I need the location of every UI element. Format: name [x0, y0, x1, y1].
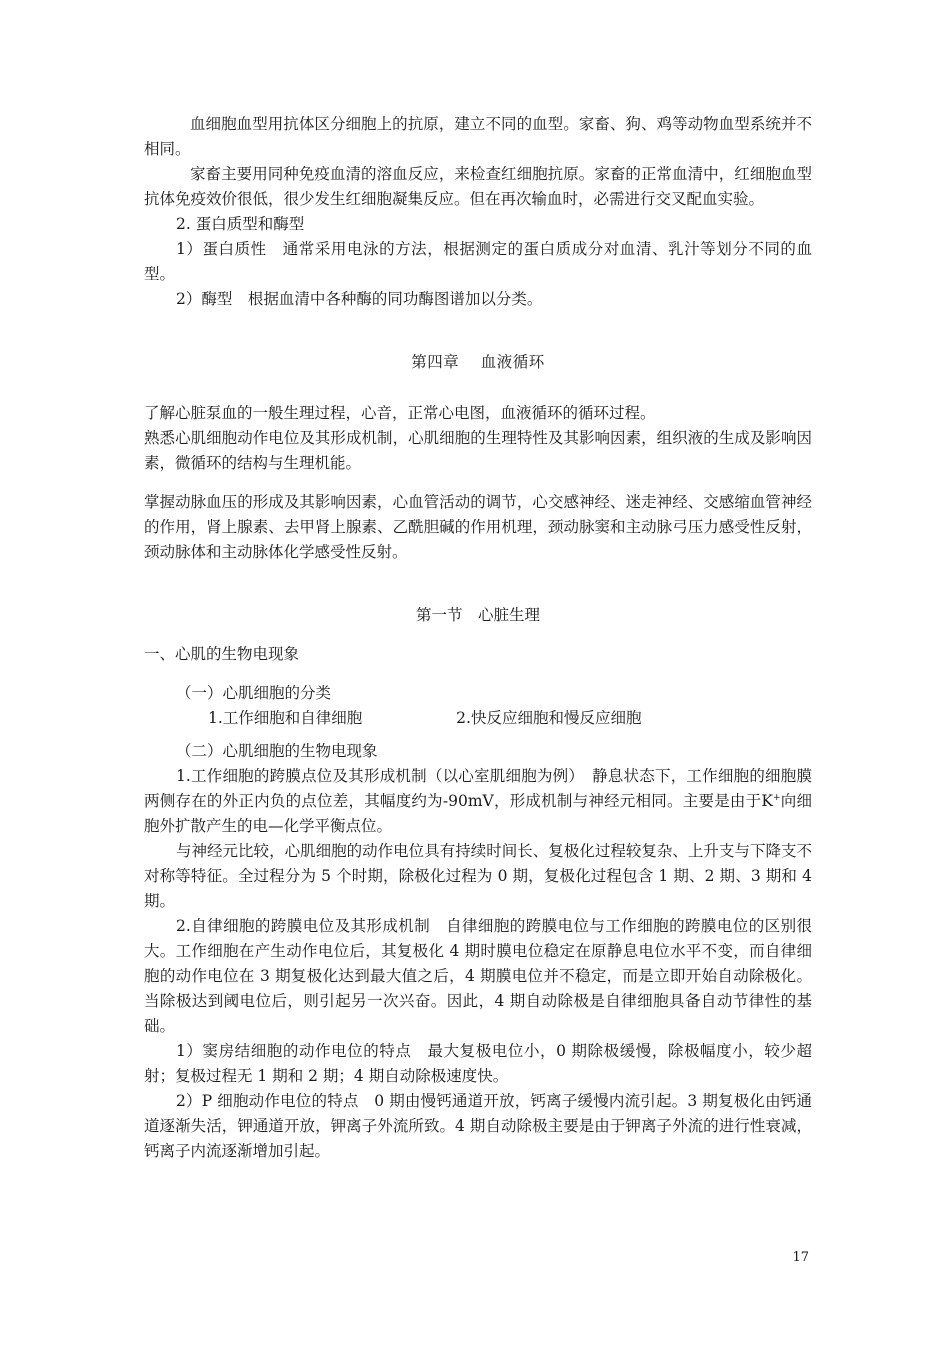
- paragraph-livestock-hemolysis: 家畜主要用同种免疫血清的溶血反应，来检查红细胞抗原。家畜的正常血清中，红细胞血型抗体免疫效价很低，很少发生红细胞凝集反应。但在再次输血时，必需进行交叉配血实验。: [144, 165, 812, 208]
- section-title: 第一节 心脏生理: [415, 606, 540, 624]
- paragraph-blood-cell-type: 血细胞血型用抗体区分细胞上的抗原，建立不同的血型。家畜、狗、鸡等动物血型系统并不相同。: [144, 115, 812, 158]
- objective-master: 掌握动脉血压的形成及其影响因素，心血管活动的调节，心交感神经、迷走神经、交感缩血管神经的作用，肾上腺素、去甲肾上腺素、乙酰胆碱的作用机理，颈动脉窦和主动脉弓压力感受性反射，颈动脉体和主动脉体化学感受性反射。: [144, 493, 812, 561]
- paragraph-autorhythmic-potential: 2.自律细胞的跨膜电位及其形成机制 自律细胞的跨膜电位与工作细胞的跨膜电位的区别很大。工作细胞在产生动作电位后，其复极化 4 期时膜电位稳定在原静息电位水平不变，而自律细胞的动作电位在 3 期复极化达到最大值之后，4 期膜电位并不稳定，而是立即开始自动除极化。当除极达到阈电位后，则引起另一次兴奋。因此，4 期自动除极是自律细胞具备自动节律性的基础。: [144, 917, 812, 1035]
- page-number: 17: [792, 1250, 809, 1265]
- subheading-classification: （一）心肌细胞的分类: [176, 684, 332, 702]
- heading-protein-enzyme-type: 2. 蛋白质型和酶型: [176, 215, 305, 233]
- para1-text-before: 1.工作细胞的跨膜点位及其形成机制（以心室肌细胞为例） 静息状态下，工作细胞的细胞膜两侧存在的外正内负的点位差，其幅度约为-90mV，形成机制与神经元相同。主要是由于K: [144, 767, 812, 810]
- classification-items: [144, 706, 812, 731]
- potassium-superscript: +: [772, 792, 781, 803]
- paragraph-p-cell: 2）P 细胞动作电位的特点 0 期由慢钙通道开放，钙离子缓慢内流引起。3 期复极化由钙通道逐渐失活，钾通道开放，钾离子外流所致。4 期自动除极主要是由于钾离子外流的进行性衰减，钙离子内流逐渐增加引起。: [144, 1092, 812, 1160]
- heading-bioelectric: 一、心肌的生物电现象: [144, 645, 300, 663]
- paragraph-working-cell-potential: [144, 764, 812, 839]
- para1-text-after: 向细胞外扩散产生的电—化学平衡点位。: [144, 792, 812, 835]
- paragraph-sinoatrial-node: 1）窦房结细胞的动作电位的特点 最大复极电位小，0 期除极缓慢，除极幅度小，较少超射；复极过程无 1 期和 2 期；4 期自动除极速度快。: [144, 1042, 812, 1085]
- paragraph-protein-type: 1）蛋白质性 通常采用电泳的方法，根据测定的蛋白质成分对血清、乳汁等划分不同的血型。: [144, 240, 812, 283]
- chapter-title: 第四章 血液循环: [411, 353, 545, 371]
- objective-familiar: 熟悉心肌细胞动作电位及其形成机制，心肌细胞的生理特性及其影响因素，组织液的生成及影响因素，微循环的结构与生理机能。: [144, 429, 812, 472]
- item-working-autorhythmic: 1.工作细胞和自律细胞: [208, 709, 363, 727]
- item-fast-slow-response: 2.快反应细胞和慢反应细胞: [456, 709, 642, 727]
- paragraph-enzyme-type: 2）酶型 根据血清中各种酶的同功酶图谱加以分类。: [176, 290, 543, 308]
- paragraph-action-potential-compare: 与神经元比较，心肌细胞的动作电位具有持续时间长、复极化过程较复杂、上升支与下降支不对称等特征。全过程分为 5 个时期，除极化过程为 0 期，复极化过程包含 1 期、2 期、3 期和 4 期。: [144, 842, 812, 910]
- page-body: [144, 112, 812, 1164]
- objective-understand: 了解心脏泵血的一般生理过程，心音，正常心电图，血液循环的循环过程。: [144, 404, 656, 422]
- subheading-bioelectric-phenomena: （二）心肌细胞的生物电现象: [176, 742, 378, 760]
